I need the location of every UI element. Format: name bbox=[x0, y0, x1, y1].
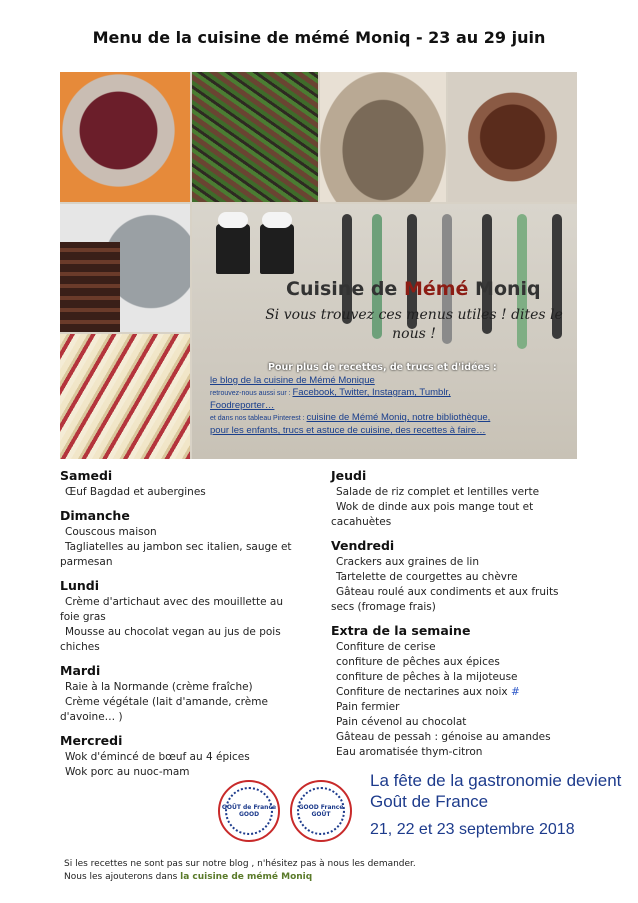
day-heading: Samedi bbox=[60, 468, 113, 483]
menu-item: Pain cévenol au chocolat bbox=[336, 716, 467, 728]
logo-text: GOÛT de France GOOD bbox=[221, 804, 277, 818]
menu-item: Œuf Bagdad et aubergines bbox=[65, 486, 206, 498]
menu-item: Tagliatelles au jambon sec italien, sauge et parmesan bbox=[60, 541, 292, 568]
menu-item: Salade de riz complet et lentilles verte bbox=[336, 486, 540, 498]
day-section bbox=[331, 468, 577, 530]
chef-photo bbox=[216, 224, 250, 274]
menu-item: Mousse au chocolat vegan au jus de pois chiches bbox=[60, 626, 281, 653]
day-section bbox=[60, 578, 300, 655]
day-heading: Jeudi bbox=[331, 468, 367, 483]
jam-jar-photo bbox=[60, 72, 190, 202]
links-prefix: retrouvez-nous aussi sur : bbox=[210, 390, 293, 397]
day-section bbox=[60, 508, 300, 570]
social-link[interactable]: Facebook, Twitter, Instagram, Tumblr, Foodreporter… bbox=[210, 387, 451, 411]
day-section bbox=[60, 468, 300, 500]
banner-title-part: Cuisine de bbox=[286, 278, 404, 300]
menu-item: Gâteau roulé aux condiments et aux fruits secs (fromage frais) bbox=[331, 586, 559, 613]
banner-title bbox=[286, 278, 541, 300]
day-section bbox=[331, 538, 577, 615]
footer-line bbox=[64, 871, 416, 884]
hash-link[interactable]: # bbox=[510, 686, 520, 698]
menu-item: Crème végétale (lait d'amande, crème d'avoine… ) bbox=[60, 696, 268, 723]
footer-blog-link[interactable]: la cuisine de mémé Moniq bbox=[180, 872, 313, 882]
banner-info: Pour plus de recettes, de trucs et d'idées : bbox=[268, 362, 497, 373]
menu-item: Couscous maison bbox=[65, 526, 157, 538]
fete-announcement bbox=[370, 770, 621, 812]
tagliatelle-photo bbox=[60, 334, 190, 459]
banner-subtitle: Si vous trouvez ces menus utiles ! dites le nous ! bbox=[265, 307, 563, 342]
day-heading: Mardi bbox=[60, 663, 101, 678]
links-prefix: et dans nos tableau Pinterest : bbox=[210, 415, 307, 422]
footer-note bbox=[64, 858, 416, 884]
menu-item: Gâteau de pessah : génoise au amandes bbox=[336, 731, 551, 743]
banner-title-highlight: Mémé bbox=[403, 278, 469, 300]
menu-item: Wok porc au nuoc-mam bbox=[65, 766, 190, 778]
day-heading: Mercredi bbox=[60, 733, 123, 748]
banner-title-part: Moniq bbox=[468, 278, 541, 300]
green-beans-photo bbox=[192, 72, 318, 202]
page-title: Menu de la cuisine de mémé Moniq - 23 au 29 juin bbox=[92, 28, 546, 47]
fete-line: Goût de France bbox=[370, 792, 489, 811]
menu-item bbox=[331, 685, 577, 700]
menu-item: confiture de pêches à la mijoteuse bbox=[336, 671, 518, 683]
day-heading: Dimanche bbox=[60, 508, 130, 523]
menu-right-column bbox=[331, 468, 577, 768]
gout-de-france-logo bbox=[218, 780, 280, 842]
day-section bbox=[60, 733, 300, 780]
footer-prefix: Nous les ajouterons dans bbox=[64, 872, 181, 882]
menu-item-text: Confiture de nectarines aux noix bbox=[336, 686, 508, 698]
menu-item: Crème d'artichaut avec des mouillette au foie gras bbox=[60, 596, 284, 623]
day-section bbox=[60, 663, 300, 725]
day-section bbox=[331, 623, 577, 760]
cake-slices-photo bbox=[60, 242, 120, 332]
menu-item: confiture de pêches aux épices bbox=[336, 656, 500, 668]
menu-item: Raie à la Normande (crème fraîche) bbox=[65, 681, 253, 693]
menu-item: Crackers aux graines de lin bbox=[336, 556, 479, 568]
day-heading: Lundi bbox=[60, 578, 99, 593]
day-heading: Extra de la semaine bbox=[331, 623, 471, 638]
fete-dates: 21, 22 et 23 septembre 2018 bbox=[370, 821, 575, 838]
menu-item: Confiture de cerise bbox=[336, 641, 436, 653]
chef-photo bbox=[260, 224, 294, 274]
blog-links bbox=[210, 375, 510, 437]
footer-line: Si les recettes ne sont pas sur notre blog , n'hésitez pas à nous les demander. bbox=[64, 859, 416, 869]
menu-item: Pain fermier bbox=[336, 701, 400, 713]
day-heading: Vendredi bbox=[331, 538, 395, 553]
menu-item: Wok d'émincé de bœuf au 4 épices bbox=[65, 751, 250, 763]
blog-link[interactable]: le blog de la cuisine de Mémé Monique bbox=[210, 375, 375, 386]
fete-line: La fête de la gastronomie devient bbox=[370, 771, 622, 790]
menu-item: Wok de dinde aux pois mange tout et cacahuètes bbox=[331, 501, 534, 528]
pinterest-link[interactable]: cuisine de Mémé Moniq, notre bibliothèque, pour les enfants, trucs et astuce de cuisine, des recettes à faire… bbox=[210, 412, 491, 436]
menu-left-column bbox=[60, 468, 300, 788]
menu-item: Tartelette de courgettes au chèvre bbox=[336, 571, 518, 583]
menu-item: Eau aromatisée thym-citron bbox=[336, 746, 483, 758]
logo-text: GOOD France GOÛT bbox=[298, 804, 344, 818]
bread-photo bbox=[320, 72, 446, 202]
chocolate-mousse-photo bbox=[448, 72, 577, 202]
gout-de-france-logo bbox=[290, 780, 352, 842]
